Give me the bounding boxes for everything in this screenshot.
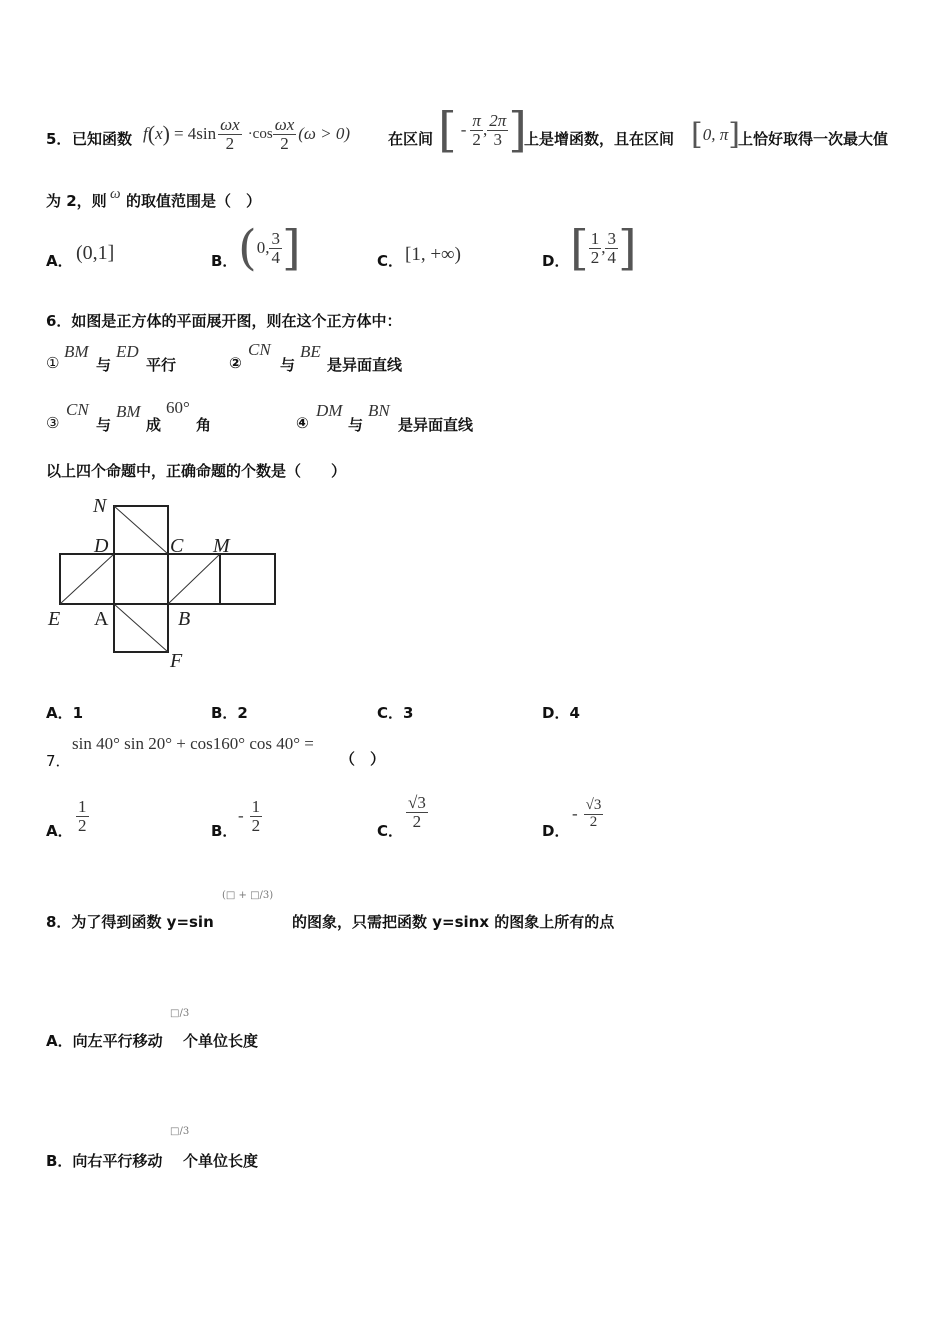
q5-function-formula: f ( x ) = 4sin $\frac{\omega x}{2}$ ·cos $\frac{\omega x}{2}$ (ω > 0) <box>143 114 351 153</box>
diagonal-B-M <box>168 554 220 604</box>
q5-interval-label: 在区间 <box>388 130 434 148</box>
q8-lead: 8．为了得到函数 y=sin <box>46 913 214 931</box>
q6-option-b: B．2 <box>211 704 248 722</box>
q6-p3-angle: 60° <box>166 398 190 417</box>
diagonal-E-D <box>60 554 114 604</box>
q6-p2-b: BE <box>300 342 321 361</box>
q5-option-c-label: C． <box>377 252 404 270</box>
q6-p1-mid: 与 <box>96 356 112 374</box>
q6-p4-mark: ④ <box>296 414 309 432</box>
q5-interval-2: [ 0, π ] <box>691 117 740 152</box>
q7-option-d-label: D． <box>542 822 570 840</box>
q7-option-c-value: $\frac{√3}{2}$ <box>408 793 426 831</box>
q6-p1-end: 平行 <box>146 356 177 374</box>
label-D: D <box>94 535 109 557</box>
q5-line2-post: 的取值范围是（ ） <box>126 192 262 210</box>
q7-option-c-label: C． <box>377 822 404 840</box>
q6-p2-end: 是异面直线 <box>327 356 403 374</box>
q5-omega: ω <box>110 186 121 202</box>
q5-lead: 已知函数 <box>72 130 133 148</box>
q5-option-a-label: A． <box>46 252 73 270</box>
net-square-right2 <box>220 554 275 604</box>
q7-option-a-label: A． <box>46 822 73 840</box>
q5-option-b-value: ( 0, $\frac{3}{4}$ ] <box>238 220 301 276</box>
q8-option-a-end: 个单位长度 <box>183 1032 259 1050</box>
q5-increasing-text: 上是增函数，且在区间 <box>524 130 675 148</box>
q7-option-b-label: B． <box>211 822 238 840</box>
q7-option-b-value: - $\frac{1}{2}$ <box>238 797 261 835</box>
q6-p1-mark: ① <box>46 354 60 372</box>
label-E: E <box>48 608 61 630</box>
q5-interval-1: [ - $\frac{\pi}{2}$ , $\frac{2\pi}{3}$ ] <box>438 102 527 158</box>
q8-option-b-label: B．向右平行移动 <box>46 1152 163 1170</box>
diagonal-A-F <box>114 604 168 652</box>
label-M: M <box>213 535 230 557</box>
q7-option-a-value: $\frac{1}{2}$ <box>78 797 87 835</box>
q6-p3-b: BM <box>116 402 141 421</box>
q6-p1-a: BM <box>64 342 89 361</box>
q6-p2-mid: 与 <box>280 356 296 374</box>
q6-p3-mark: ③ <box>46 414 60 432</box>
q7-paren: （ ） <box>340 750 386 768</box>
q6-p4-b: BN <box>368 401 390 420</box>
label-F: F <box>170 650 183 672</box>
q6-title: 6．如图是正方体的平面展开图，则在这个正方体中： <box>46 312 402 330</box>
q6-p3-a: CN <box>66 400 89 419</box>
q6-p2-mark: ② <box>229 354 242 372</box>
q6-option-a: A．1 <box>46 704 84 722</box>
q5-option-c-value: [1, +∞) <box>405 244 461 265</box>
q5-max-text: 上恰好取得一次最大值 <box>738 130 889 148</box>
diagonal-N-C <box>114 506 168 554</box>
q5-option-d-value: [ $\frac{1}{2}$ , $\frac{3}{4}$ ] <box>570 220 637 276</box>
q5-number: 5． <box>46 130 72 148</box>
q6-p1-b: ED <box>116 342 139 361</box>
label-C: C <box>170 535 184 557</box>
q8-option-a-fraction: □/3 <box>170 1008 190 1019</box>
q6-question: 以上四个命题中，正确命题的个数是（ ） <box>46 462 347 480</box>
q6-p4-mid: 与 <box>348 416 364 434</box>
q8-option-b-fraction: □/3 <box>170 1126 190 1137</box>
q8-option-a-label: A．向左平行移动 <box>46 1032 163 1050</box>
q6-p3-cheng: 成 <box>146 416 162 434</box>
q6-p4-end: 是异面直线 <box>398 416 474 434</box>
net-square-center <box>114 554 168 604</box>
q5-option-d-label: D． <box>542 252 570 270</box>
q8-rest: 的图象，只需把函数 y=sinx 的图象上所有的点 <box>292 913 615 931</box>
q6-p4-a: DM <box>316 401 343 420</box>
q6-p3-end: 角 <box>196 416 212 434</box>
q5-line2-pre: 为 2，则 <box>46 192 107 210</box>
q5-option-b-label: B． <box>211 252 238 270</box>
q8-option-b-end: 个单位长度 <box>183 1152 259 1170</box>
q8-argument: (□ + □/3) <box>222 890 274 901</box>
q7-number: 7． <box>46 752 71 770</box>
label-N: N <box>93 495 107 517</box>
q6-p2-a: CN <box>248 340 271 359</box>
label-A: A <box>94 608 109 630</box>
q6-option-d: D．4 <box>542 704 580 722</box>
q7-expression: sin 40° sin 20° + cos160° cos 40° = <box>72 734 314 753</box>
q6-option-c: C．3 <box>377 704 414 722</box>
q7-option-d-value: - $\frac{√3}{2}$ <box>572 797 602 830</box>
label-B: B <box>178 608 191 630</box>
cube-net-figure <box>40 492 290 672</box>
q6-p3-mid: 与 <box>96 416 112 434</box>
q5-option-a-value: (0,1] <box>76 242 115 264</box>
